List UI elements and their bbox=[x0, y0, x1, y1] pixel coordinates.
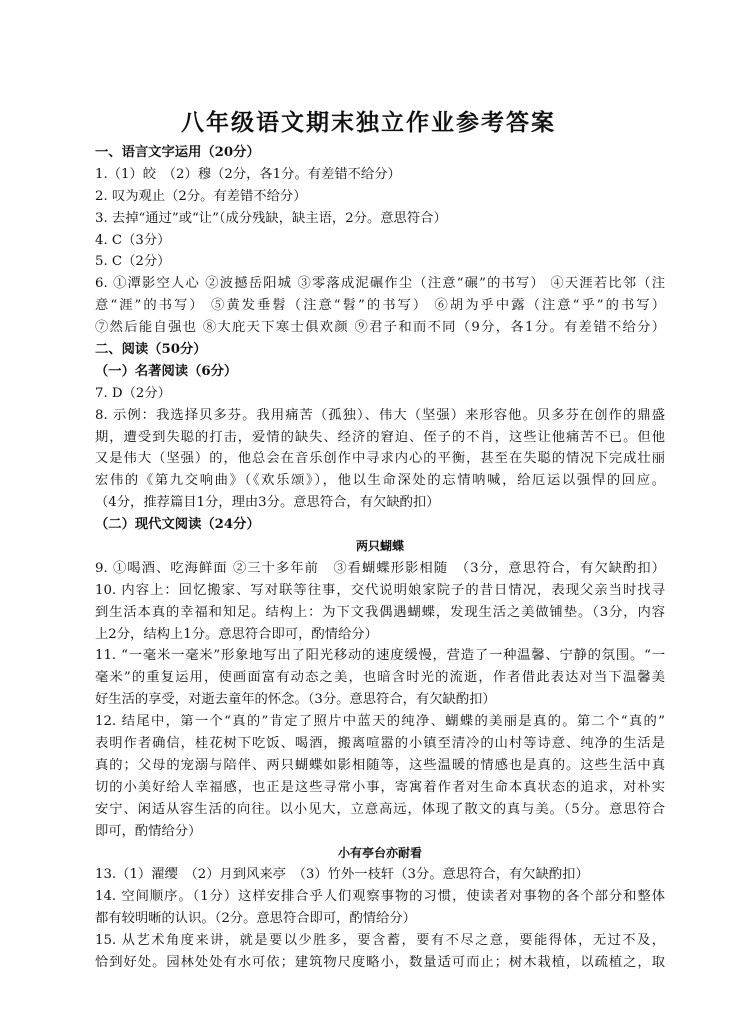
answer-line: 表明作者确信，桂花树下吃饭、喝酒，搬离喧嚣的小镇至清冷的山村等诗意、纯净的生活是 bbox=[95, 736, 665, 752]
section-heading: （一）名著阅读（6分） bbox=[95, 363, 238, 379]
answer-line: 真的；父母的宠溺与陪伴、两只蝴蝶如影相随等，这些温暖的情感也是真的。这些生活中真 bbox=[95, 757, 665, 773]
answer-line: 12. 结尾中，第一个“真的”肯定了照片中蓝天的纯净、蝴蝶的美丽是真的。第二个“真的” bbox=[95, 714, 665, 730]
answer-line: 宏伟的《第九交响曲》（《欢乐颂》），他以生命深处的忘情呐喊，给厄运以强悍的回应。 bbox=[95, 473, 665, 489]
answer-line: 好生活的享受，对逝去童年的怀念。（3分。意思符合，有欠缺酌扣） bbox=[95, 692, 496, 708]
answer-line: 到生活本真的幸福和知足。结构上：为下文我偶遇蝴蝶，发现生活之美做铺垫。（3分，内容 bbox=[95, 604, 665, 620]
section-heading: 二、阅读（50分） bbox=[95, 342, 207, 358]
answer-line: ⑦然后能自强也 ⑧大庇天下寒士俱欢颜 ⑨君子和而不同（9分，各1分。有差错不给分） bbox=[95, 320, 665, 336]
answer-line: 上2分，结构上1分。意思符合即可，酌情给分） bbox=[95, 626, 378, 642]
answer-line: 7. D（2分） bbox=[95, 385, 171, 401]
answer-line: 1.（1）皎 （2）穆（2分，各1分。有差错不给分） bbox=[95, 166, 401, 182]
section-heading: 一、语言文字运用（20分） bbox=[95, 145, 260, 160]
document-title: 八年级语文期末独立作业参考答案 bbox=[181, 109, 556, 136]
article-title: 小有亭台亦耐看 bbox=[337, 845, 422, 860]
answer-line: 都有较明晰的认识。（2分。意思符合即可，酌情给分） bbox=[95, 911, 416, 927]
answer-line: 4. C（3分） bbox=[95, 232, 171, 248]
answer-line: 13.（1）濯缨 （2）月到风来亭 （3）竹外一枝轩（3分。意思符合，有欠缺酌扣） bbox=[95, 867, 589, 883]
answer-line: 毫米”的重复运用，使画面富有动态之美，也暗含时光的流逝，作者借此表达对当下温馨美 bbox=[95, 670, 665, 686]
answer-line: 14. 空间顺序。（1分）这样安排合乎人们观察事物的习惯，使读者对事物的各个部分和整体 bbox=[95, 889, 665, 905]
answer-line: 8. 示例：我选择贝多芬。我用痛苦（孤独）、伟大（坚强）来形容他。贝多芬在创作的鼎盛 bbox=[95, 407, 665, 423]
answer-line: 15. 从艺术角度来讲，就是要以少胜多，要含蓄，要有不尽之意，要能得体，无过不及， bbox=[95, 933, 665, 949]
answer-line: 即可，酌情给分） bbox=[95, 823, 202, 839]
answer-line: 意“涯”的书写） ⑤黄发垂髫（注意“髫”的书写） ⑥胡为乎中露（注意“乎”的书写） bbox=[95, 298, 665, 314]
answer-line: 11. “一毫米一毫米”形象地写出了阳光移动的速度缓慢，营造了一种温馨、宁静的氛围。“一 bbox=[95, 648, 665, 664]
answer-line: 恰到好处。园林处处有水可依；建筑物尺度略小，数量适可而止；树木栽植，以疏植之，取 bbox=[95, 954, 665, 970]
answer-line: 5. C（2分） bbox=[95, 254, 171, 270]
section-heading: （二）现代文阅读（24分） bbox=[95, 517, 260, 533]
answer-content bbox=[95, 142, 665, 974]
answer-line: 2. 叹为观止（2分。有差错不给分） bbox=[95, 188, 307, 204]
answer-line: 又是伟大（坚强）的，他总会在音乐创作中寻求内心的平衡，甚至在失聪的情况下完成壮丽 bbox=[95, 451, 665, 467]
answer-line: （4分，推荐篇目1分，理由3分。意思符合，有欠缺酌扣） bbox=[95, 495, 440, 511]
answer-line: 6. ①潭影空人心 ②波撼岳阳城 ③零落成泥碾作尘（注意“碾”的书写） ④天涯若比邻（注 bbox=[95, 276, 665, 292]
answer-line: 3. 去掉“通过”或“让”（成分残缺，缺主语，2分。意思符合） bbox=[95, 210, 447, 226]
article-title: 两只蝴蝶 bbox=[355, 539, 404, 554]
answer-line: 安宁、闲适从容生活的向往。以小见大，立意高远，体现了散文的真与美。（5分。意思符合 bbox=[95, 801, 665, 817]
answer-line: 10. 内容上：回忆搬家、写对联等往事，交代说明娘家院子的昔日情况，表现父亲当时找寻 bbox=[95, 582, 665, 598]
answer-line: 期，遭受到失聪的打击，爱情的缺失、经济的窘迫、侄子的不肖，这些让他痛苦不已。但他 bbox=[95, 429, 665, 445]
answer-line: 9. ①喝酒、吃海鲜面 ②三十多年前 ③看蝴蝶形影相随 （3分，意思符合，有欠缺酌扣） bbox=[95, 560, 665, 576]
answer-line: 切的小美好给人幸福感，也正是这些寻常小事，寄寓着作者对生命本真状态的追求，对朴实 bbox=[95, 779, 665, 795]
